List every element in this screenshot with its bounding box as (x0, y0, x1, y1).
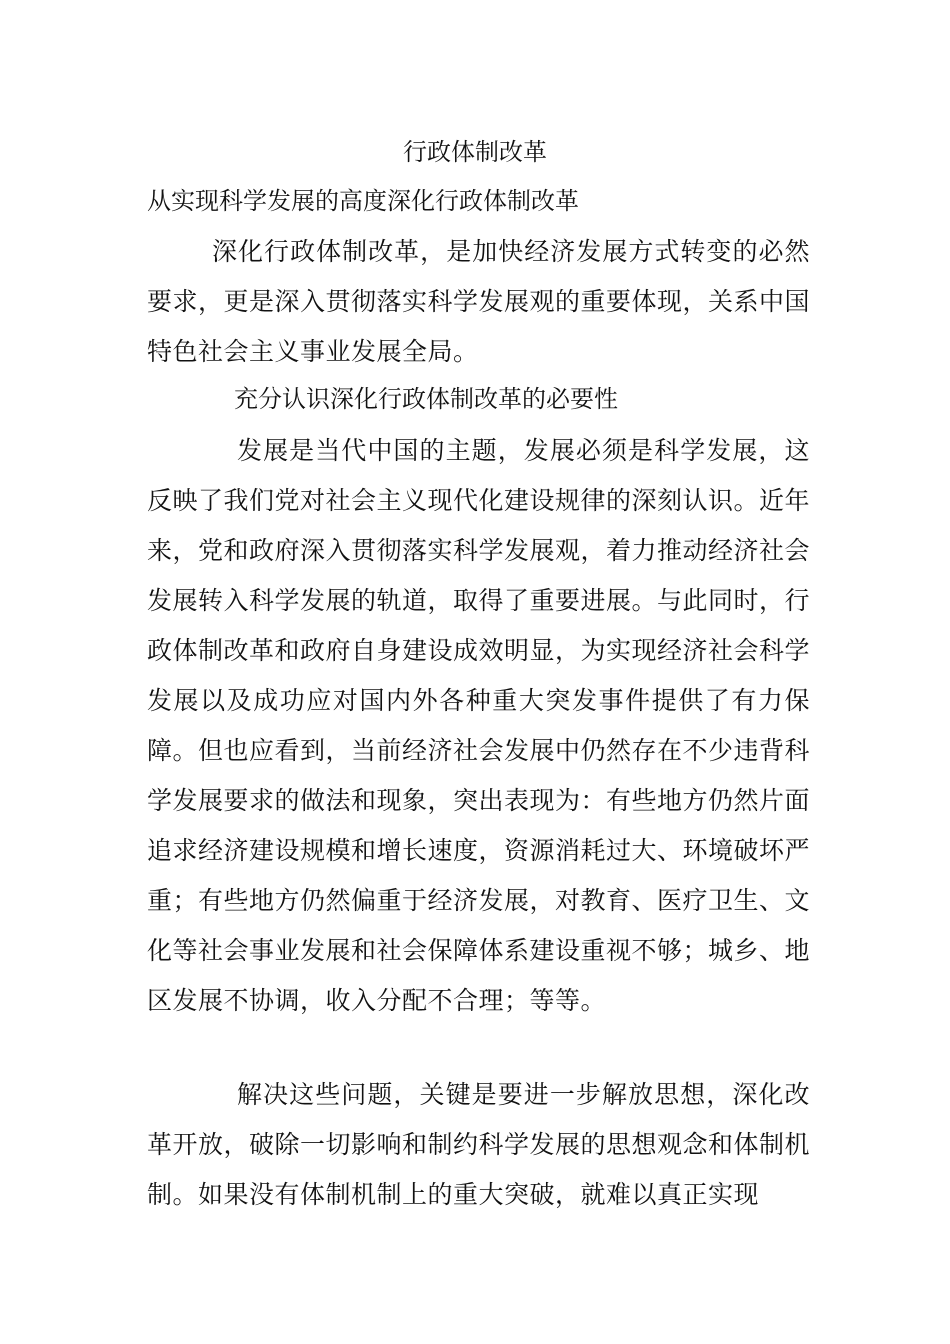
paragraph-solution: 解决这些问题，关键是要进一步解放思想，深化改革开放，破除一切影响和制约科学发展的思想观念和体制机制。如果没有体制机制上的重大突破，就难以真正实现 (147, 1080, 811, 1209)
paragraph-body: 发展是当代中国的主题，发展必须是科学发展，这反映了我们党对社会主义现代化建设规律的深刻认识。近年来，党和政府深入贯彻落实科学发展观，着力推动经济社会发展转入科学发展的轨道，取得了重要进展。与此同时，行政体制改革和政府自身建设成效明显，为实现经济社会科学发展以及成功应对国内外各种重大突发事件提供了有力保障。但也应看到，当前经济社会发展中仍然存在不少违背科学发展要求的做法和现象，突出表现为：有些地方仍然片面追求经济建设规模和增长速度，资源消耗过大、环境破坏严重；有些地方仍然偏重于经济发展，对教育、医疗卫生、文化等社会事业发展和社会保障体系建设重视不够；城乡、地区发展不协调，收入分配不合理；等等。 (147, 436, 811, 1015)
document-title: 行政体制改革 (403, 138, 547, 166)
document-subtitle: 从实现科学发展的高度深化行政体制改革 (147, 187, 579, 215)
paragraph-intro: 深化行政体制改革，是加快经济发展方式转变的必然要求，更是深入贯彻落实科学发展观的重要体现，关系中国特色社会主义事业发展全局。 (147, 237, 811, 366)
section-heading: 充分认识深化行政体制改革的必要性 (234, 385, 618, 413)
